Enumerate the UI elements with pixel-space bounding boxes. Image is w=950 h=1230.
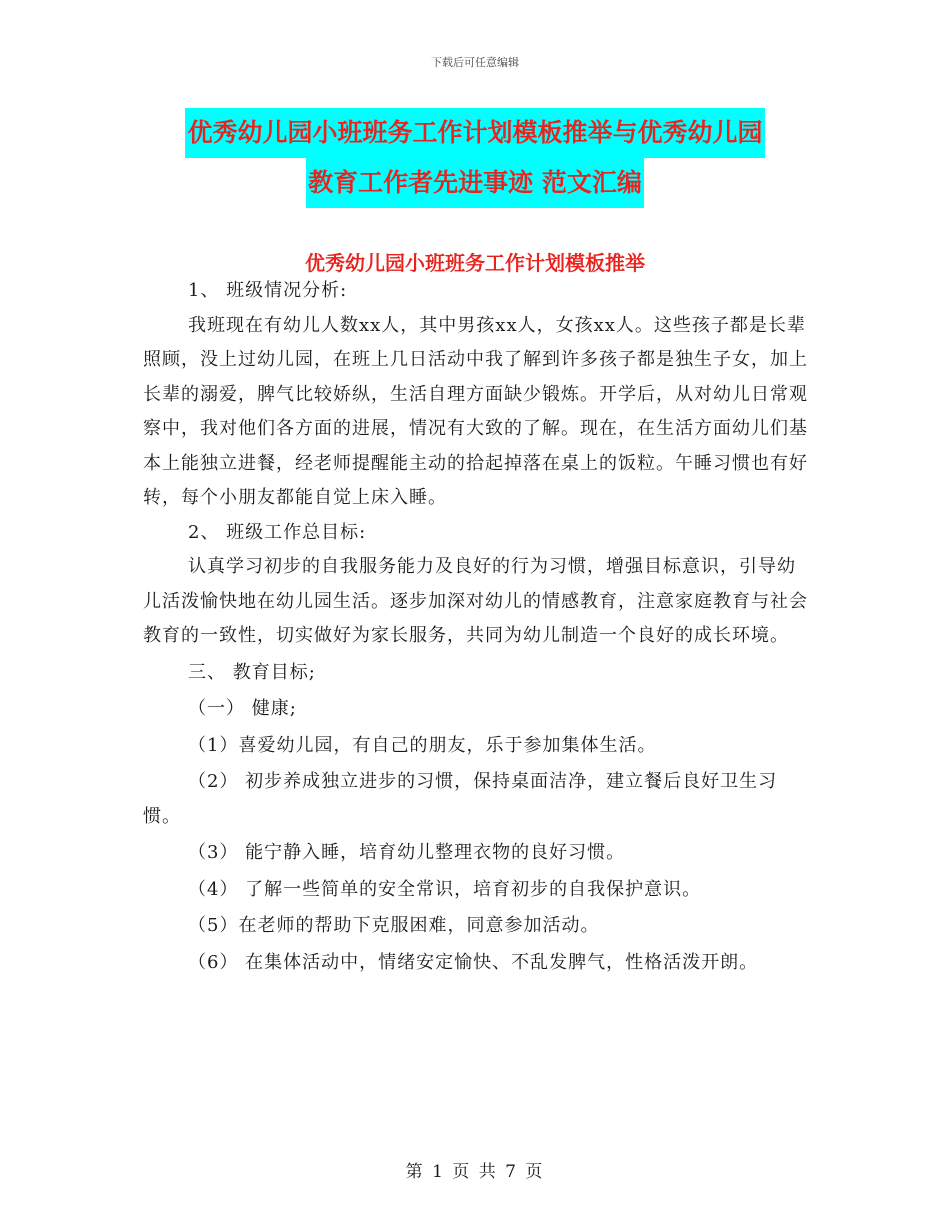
- paragraph-class-goals: 认真学习初步的自我服务能力及良好的行为习惯，增强目标意识，引导幼儿活泼愉快地在幼儿园生活。逐步加深对幼儿的情感教育，注意家庭教育与社会教育的一致性，切实做好为家长服务，共同为幼儿制造一个良好的成长环境。: [143, 556, 808, 646]
- page-number: 第 1 页 共 7 页: [405, 1162, 545, 1182]
- heading-health: （一） 健康;: [188, 698, 297, 719]
- document-title-line-1: 优秀幼儿园小班班务工作计划模板推举与优秀幼儿园: [185, 108, 764, 158]
- paragraph-class-analysis: 我班现在有幼儿人数xx人，其中男孩xx人，女孩xx人。这些孩子都是长辈照顾，没上过幼儿园，在班上几日活动中我了解到许多孩子都是独生子女，加上长辈的溺爱，脾气比较娇纵，生活自理方面缺少锻炼。开学后，从对幼儿日常观察中，我对他们各方面的进展，情况有大致的了解。现在，在生活方面幼儿们基本上能独立进餐，经老师提醒能主动的拾起掉落在桌上的饭粒。午睡习惯也有好转，每个小朋友都能自觉上床入睡。: [143, 314, 808, 508]
- list-item-health-6: （6） 在集体活动中，情绪安定愉快、不乱发脾气，性格活泼开朗。: [188, 951, 759, 973]
- heading-education-goals: 三、 教育目标;: [188, 661, 316, 683]
- document-title-line-2: 教育工作者先进事迹 范文汇编: [306, 158, 644, 208]
- document-body: [143, 274, 808, 980]
- list-item-health-2: （2） 初步养成独立进步的习惯，保持桌面洁净，建立餐后良好卫生习惯。: [143, 771, 778, 827]
- list-item-health-1: （1）喜爱幼儿园，有自己的朋友，乐于参加集体生活。: [188, 734, 657, 756]
- heading-class-analysis: 1、 班级情况分析:: [188, 280, 348, 301]
- list-item-health-5: （5）在老师的帮助下克服困难，同意参加活动。: [188, 915, 600, 936]
- list-item-health-4: （4） 了解一些简单的安全常识，培育初步的自我保护意识。: [188, 878, 702, 900]
- section-title: 优秀幼儿园小班班务工作计划模板推举: [305, 251, 645, 275]
- header-note: 下载后可任意编辑: [431, 56, 519, 69]
- heading-class-goals: 2、 班级工作总目标:: [188, 521, 367, 543]
- document-title: [0, 108, 950, 208]
- list-item-health-3: （3） 能宁静入睡，培育幼儿整理衣物的良好习惯。: [188, 842, 626, 863]
